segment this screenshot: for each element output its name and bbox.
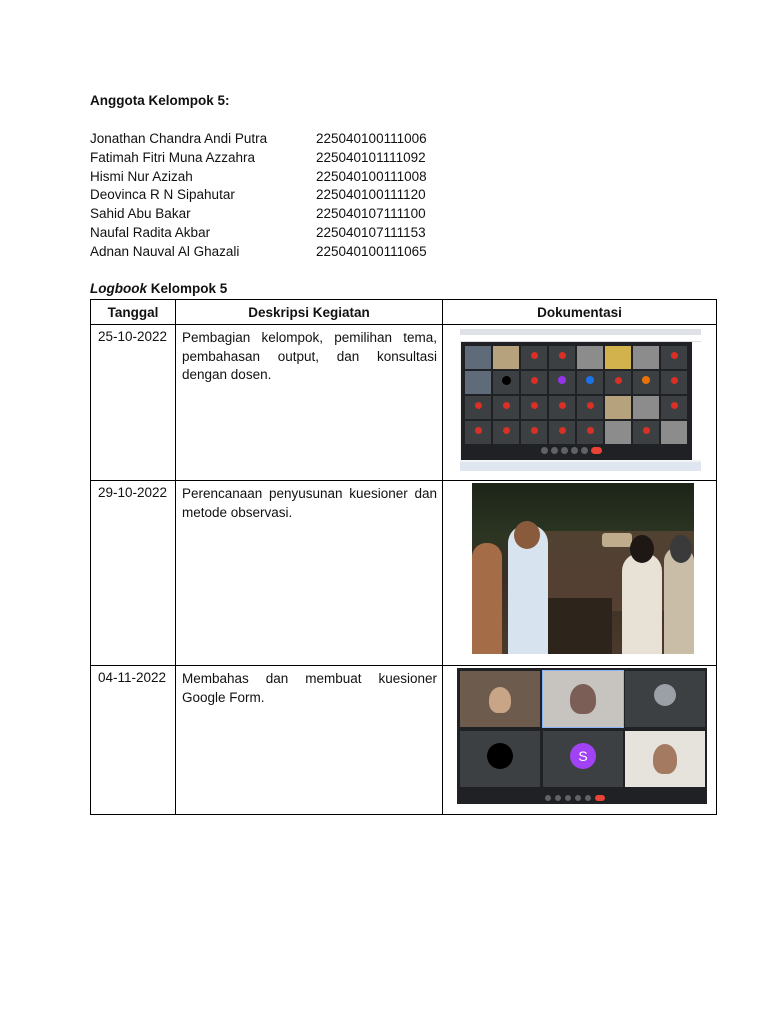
participant-tile (661, 421, 687, 444)
participant-tile (493, 346, 519, 369)
member-name: Jonathan Chandra Andi Putra (90, 131, 268, 146)
mic-icon (541, 447, 548, 454)
participant-face (489, 687, 511, 713)
meet-controls (541, 447, 602, 454)
participant-tile (521, 371, 547, 394)
photo-person-head (670, 535, 692, 563)
table-row (91, 325, 717, 481)
end-call-icon (591, 447, 602, 454)
meet-screenshot-1 (460, 329, 701, 471)
member-row (90, 168, 427, 187)
table-row (91, 481, 717, 666)
participant-tile (521, 346, 547, 369)
logbook-table (90, 299, 717, 815)
row-desc: Pembagian kelompok, pemilihan tema, pembahasan output, dan konsultasi dengan dosen. (182, 330, 437, 382)
participant-avatar: S (570, 743, 596, 769)
row-desc: Membahas dan membuat kuesioner Google Form. (182, 671, 437, 705)
participant-tile (493, 396, 519, 419)
camera-icon (551, 447, 558, 454)
member-nim: 225040100111006 (316, 131, 427, 146)
member-row (90, 205, 427, 224)
end-call-icon (595, 795, 605, 801)
header-doc: Dokumentasi (443, 300, 717, 325)
participant-tile (577, 421, 603, 444)
members-heading: Anggota Kelompok 5: (90, 93, 230, 108)
meet-controls (457, 791, 707, 804)
member-name: Fatimah Fitri Muna Azzahra (90, 149, 256, 165)
participant-tile (460, 671, 540, 727)
participant-tile (577, 371, 603, 394)
participant-tile (633, 346, 659, 369)
participant-tile (465, 396, 491, 419)
participant-tile (625, 671, 705, 727)
participant-tile (577, 346, 603, 369)
participant-tile (625, 731, 705, 787)
logbook-title-italic: Logbook (90, 281, 147, 296)
member-row (90, 224, 427, 243)
participant-tile (633, 421, 659, 444)
row-date: 04-11-2022 (98, 670, 167, 685)
participant-tile (543, 731, 623, 787)
participant-tile (460, 731, 540, 787)
participant-tile (577, 396, 603, 419)
participant-tile (521, 421, 547, 444)
member-nim: 225040107111100 (316, 206, 426, 222)
meet-control-buttons (545, 795, 605, 801)
member-row (90, 186, 427, 205)
member-nim: 225040101111092 (316, 149, 426, 165)
member-row (90, 243, 427, 262)
participant-tile (549, 421, 575, 444)
participant-tile (493, 371, 519, 394)
row-date: 29-10-2022 (98, 485, 168, 500)
member-name: Hismi Nur Azizah (90, 168, 193, 184)
table-header-row (91, 300, 717, 325)
present-icon (571, 447, 578, 454)
participant-tile (549, 346, 575, 369)
participant-tile (605, 371, 631, 394)
participant-face (653, 744, 677, 774)
header-desc: Deskripsi Kegiatan (176, 300, 443, 325)
cell-date (91, 481, 176, 666)
member-name: Sahid Abu Bakar (90, 206, 191, 222)
more-icon (581, 447, 588, 454)
photo-light (602, 533, 632, 547)
logbook-title-rest: Kelompok 5 (147, 281, 228, 296)
participant-tile (493, 421, 519, 444)
participant-tile (521, 396, 547, 419)
photo-person (664, 547, 694, 654)
member-row (90, 130, 427, 149)
member-nim: 225040100111120 (316, 187, 426, 203)
photo-person-head (630, 535, 654, 563)
member-nim: 225040100111065 (316, 243, 427, 259)
participant-tile (661, 371, 687, 394)
cell-date (91, 666, 176, 815)
participant-tile (465, 371, 491, 394)
browser-sidebar (692, 342, 701, 460)
captions-icon (565, 795, 571, 801)
photo-person-head (514, 521, 540, 549)
member-row (90, 149, 427, 168)
participant-tile (465, 421, 491, 444)
participant-tile (661, 346, 687, 369)
participant-tile (549, 396, 575, 419)
member-nim: 225040107111153 (316, 224, 426, 240)
participant-tile (661, 396, 687, 419)
participant-tile (549, 371, 575, 394)
participant-tile (605, 396, 631, 419)
participant-tile (605, 346, 631, 369)
present-icon (575, 795, 581, 801)
photo-person (472, 543, 502, 654)
logbook-title (90, 281, 227, 296)
participant-avatar (487, 743, 513, 769)
member-name: Deovinca R N Sipahutar (90, 187, 235, 203)
members-list (90, 130, 427, 262)
meet-screenshot-2 (457, 668, 707, 804)
table-row (91, 666, 717, 815)
cell-doc (443, 666, 717, 815)
camera-icon (555, 795, 561, 801)
member-name: Adnan Nauval Al Ghazali (90, 243, 240, 259)
browser-urlbar (460, 335, 701, 342)
more-icon (585, 795, 591, 801)
photo-person (622, 553, 662, 654)
participant-avatar (654, 684, 676, 706)
participant-grid (465, 346, 687, 444)
member-name: Naufal Radita Akbar (90, 224, 211, 240)
cell-date (91, 325, 176, 481)
participant-tile (605, 421, 631, 444)
meet-stage (461, 342, 692, 460)
cell-doc (443, 325, 717, 481)
row-desc: Perencanaan penyusunan kuesioner dan metode observasi. (182, 486, 437, 520)
row-date: 25-10-2022 (98, 329, 168, 344)
cell-desc (176, 325, 443, 481)
cell-desc (176, 666, 443, 815)
participant-tile (633, 396, 659, 419)
participant-face (570, 684, 596, 714)
group-photo (472, 483, 694, 654)
mic-icon (545, 795, 551, 801)
member-nim: 225040100111008 (316, 168, 427, 184)
participant-tile (543, 671, 623, 727)
cell-desc (176, 481, 443, 666)
captions-icon (561, 447, 568, 454)
header-date: Tanggal (91, 300, 176, 325)
participant-tile (465, 346, 491, 369)
os-taskbar (460, 462, 701, 471)
cell-doc (443, 481, 717, 666)
participant-tile (633, 371, 659, 394)
